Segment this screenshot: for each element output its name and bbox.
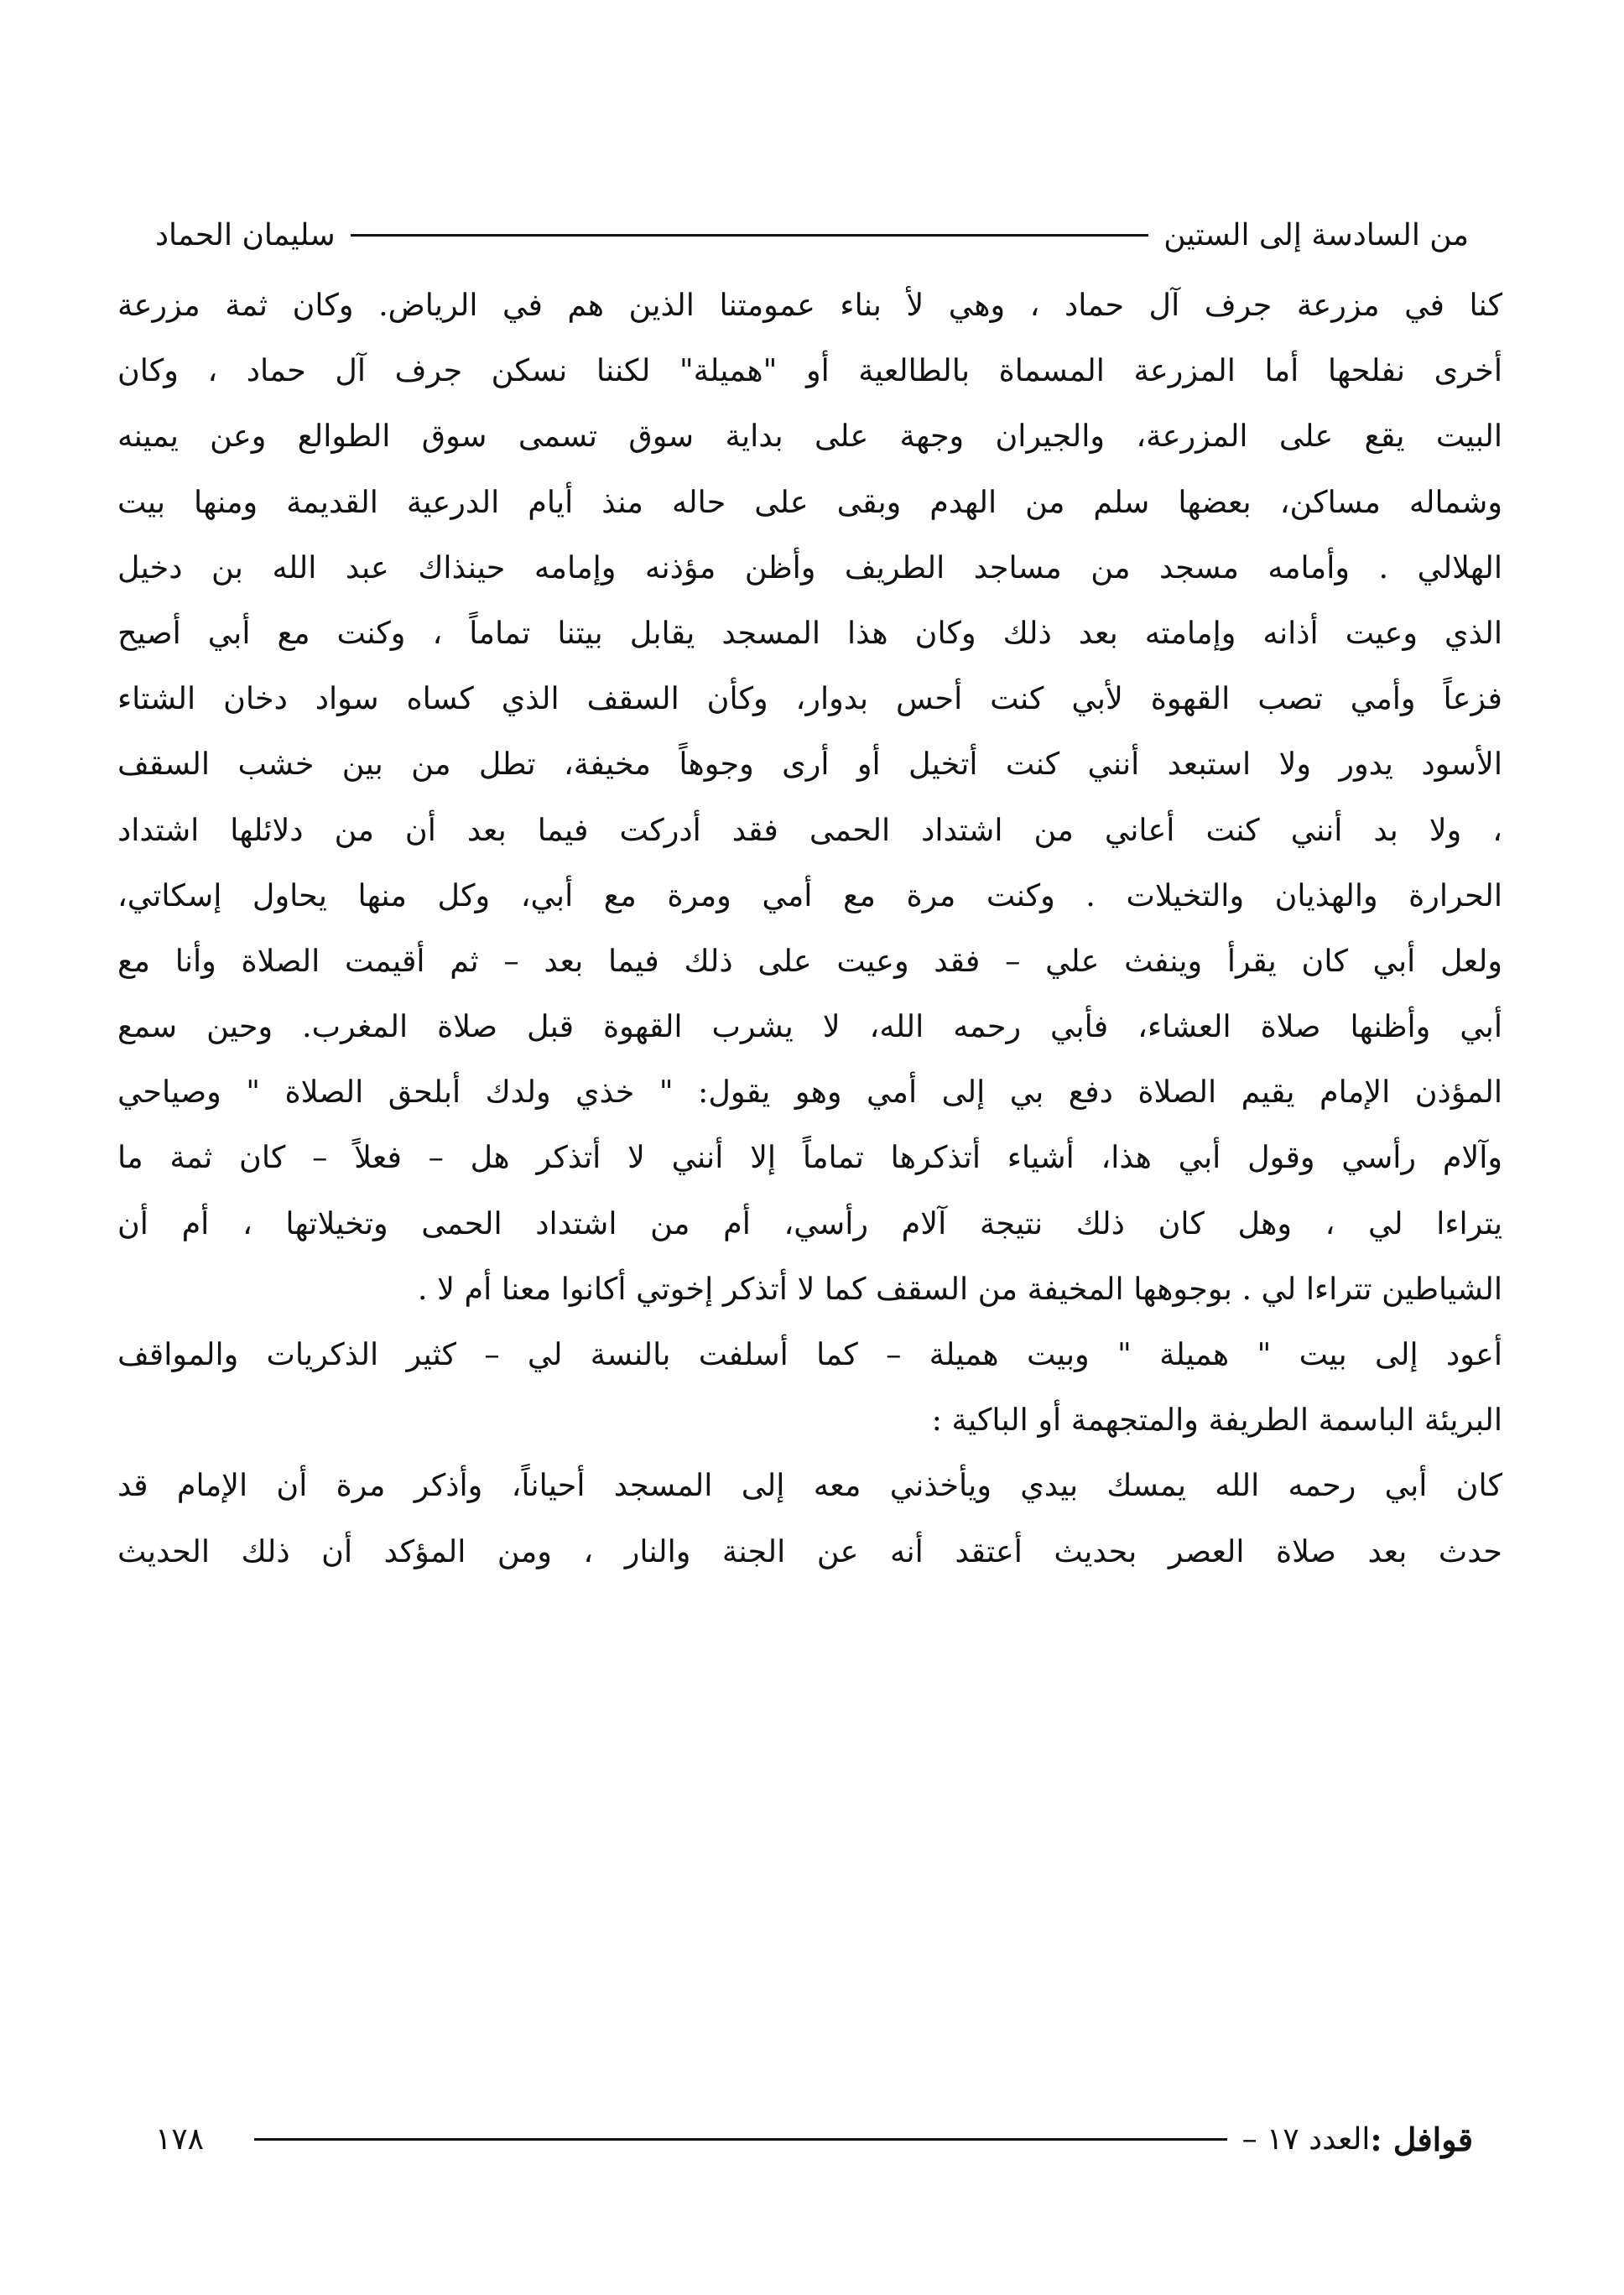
text-line: يتراءا لي ، وهل كان ذلك نتيجة آلام رأسي، أم من اشتداد الحمى وتخيلاتها ، أم أن (117, 1205, 1502, 1241)
text-line: الشياطين تتراءا لي . بوجوهها المخيفة من السقف كما لا أتذكر إخوتي أكانوا معنا أم لا . (417, 1270, 1502, 1307)
text-line: الأسود يدور ولا استبعد أنني كنت أتخيل أو أرى وجوهاً مخيفة، تطل من بين خشب السقف (117, 746, 1502, 783)
text-line: البريئة الباسمة الطريفة والمتجهمة أو الباكية : (931, 1402, 1502, 1439)
text-line: أعود إلى بيت " هميلة " وبيت هميلة – كما أسلفت بالنسة لي – كثير الذكريات والمواقف (117, 1336, 1502, 1372)
text-line: البيت يقع على المزرعة، والجيران وجهة على بداية سوق تسمى سوق الطوالع وعن يمينه (117, 418, 1502, 455)
page-footer (155, 2114, 1473, 2164)
text-line: وآلام رأسي وقول أبي هذا، أشياء أتذكرها تماماً إلا أنني لا أتذكر هل – فعلاً – كان ثمة ما (117, 1139, 1502, 1176)
text-line: الهلالي . وأمامه مسجد من مساجد الطريف وأظن مؤذنه وإمامه حينذاك عبد الله بن دخيل (117, 549, 1502, 585)
text-line: كان أبي رحمه الله يمسك بيدي ويأخذني معه إلى المسجد أحياناً، وأذكر مرة أن الإمام قد (117, 1467, 1502, 1504)
journal-name: قوافل : (1370, 2120, 1473, 2158)
issue-number: العدد ١٧ – (1241, 2121, 1371, 2157)
header-rule (351, 234, 1149, 237)
body-text (117, 273, 1502, 1585)
text-line: الذي وعيت أذانه وإمامته بعد ذلك وكان هذا المسجد يقابل بيتنا تماماً ، وكنت مع أبي أصيح (117, 614, 1502, 651)
footer-rule (254, 2138, 1227, 2141)
text-line: كنا في مزرعة جرف آل حماد ، وهي لأ بناء عمومتنا الذين هم في الرياض. وكان ثمة مزرعة (117, 287, 1502, 323)
text-line: ، ولا بد أنني كنت أعاني من اشتداد الحمى فقد أدركت فيما بعد أن من دلائلها اشتداد (117, 811, 1502, 848)
text-line: الحرارة والهذيان والتخيلات . وكنت مرة مع أمي ومرة مع أبي، وكل منها يحاول إسكاتي، (117, 877, 1502, 913)
page-number: ١٧٨ (155, 2121, 205, 2157)
book-title: من السادسة إلى الستين (1163, 217, 1469, 252)
text-line: المؤذن الإمام يقيم الصلاة دفع بي إلى أمي وهو يقول: " خذي ولدك أبلحق الصلاة " وصياحي (117, 1074, 1502, 1111)
text-line: وشماله مساكن، بعضها سلم من الهدم وبقى على حاله منذ أيام الدرعية القديمة ومنها بيت (117, 483, 1502, 520)
text-line: ولعل أبي كان يقرأ وينفث علي – فقد وعيت على ذلك فيما بعد – ثم أقيمت الصلاة وأنا مع (117, 942, 1502, 979)
text-line: أخرى نفلحها أما المزرعة المسماة بالطالعية أو "هميلة" لكننا نسكن جرف آل حماد ، وكان (117, 352, 1502, 389)
text-line: حدث بعد صلاة العصر بحديث أعتقد أنه عن الجنة والنار ، ومن المؤكد أن ذلك الحديث (117, 1533, 1502, 1569)
text-line: أبي وأظنها صلاة العشاء، فأبي رحمه الله، لا يشرب القهوة قبل صلاة المغرب. وحين سمع (117, 1008, 1502, 1045)
running-header (155, 210, 1469, 260)
author-name: سليمان الحماد (155, 217, 336, 252)
text-line: فزعاً وأمي تصب القهوة لأبي كنت أحس بدوار، وكأن السقف الذي كساه سواد دخان الشتاء (117, 680, 1502, 717)
